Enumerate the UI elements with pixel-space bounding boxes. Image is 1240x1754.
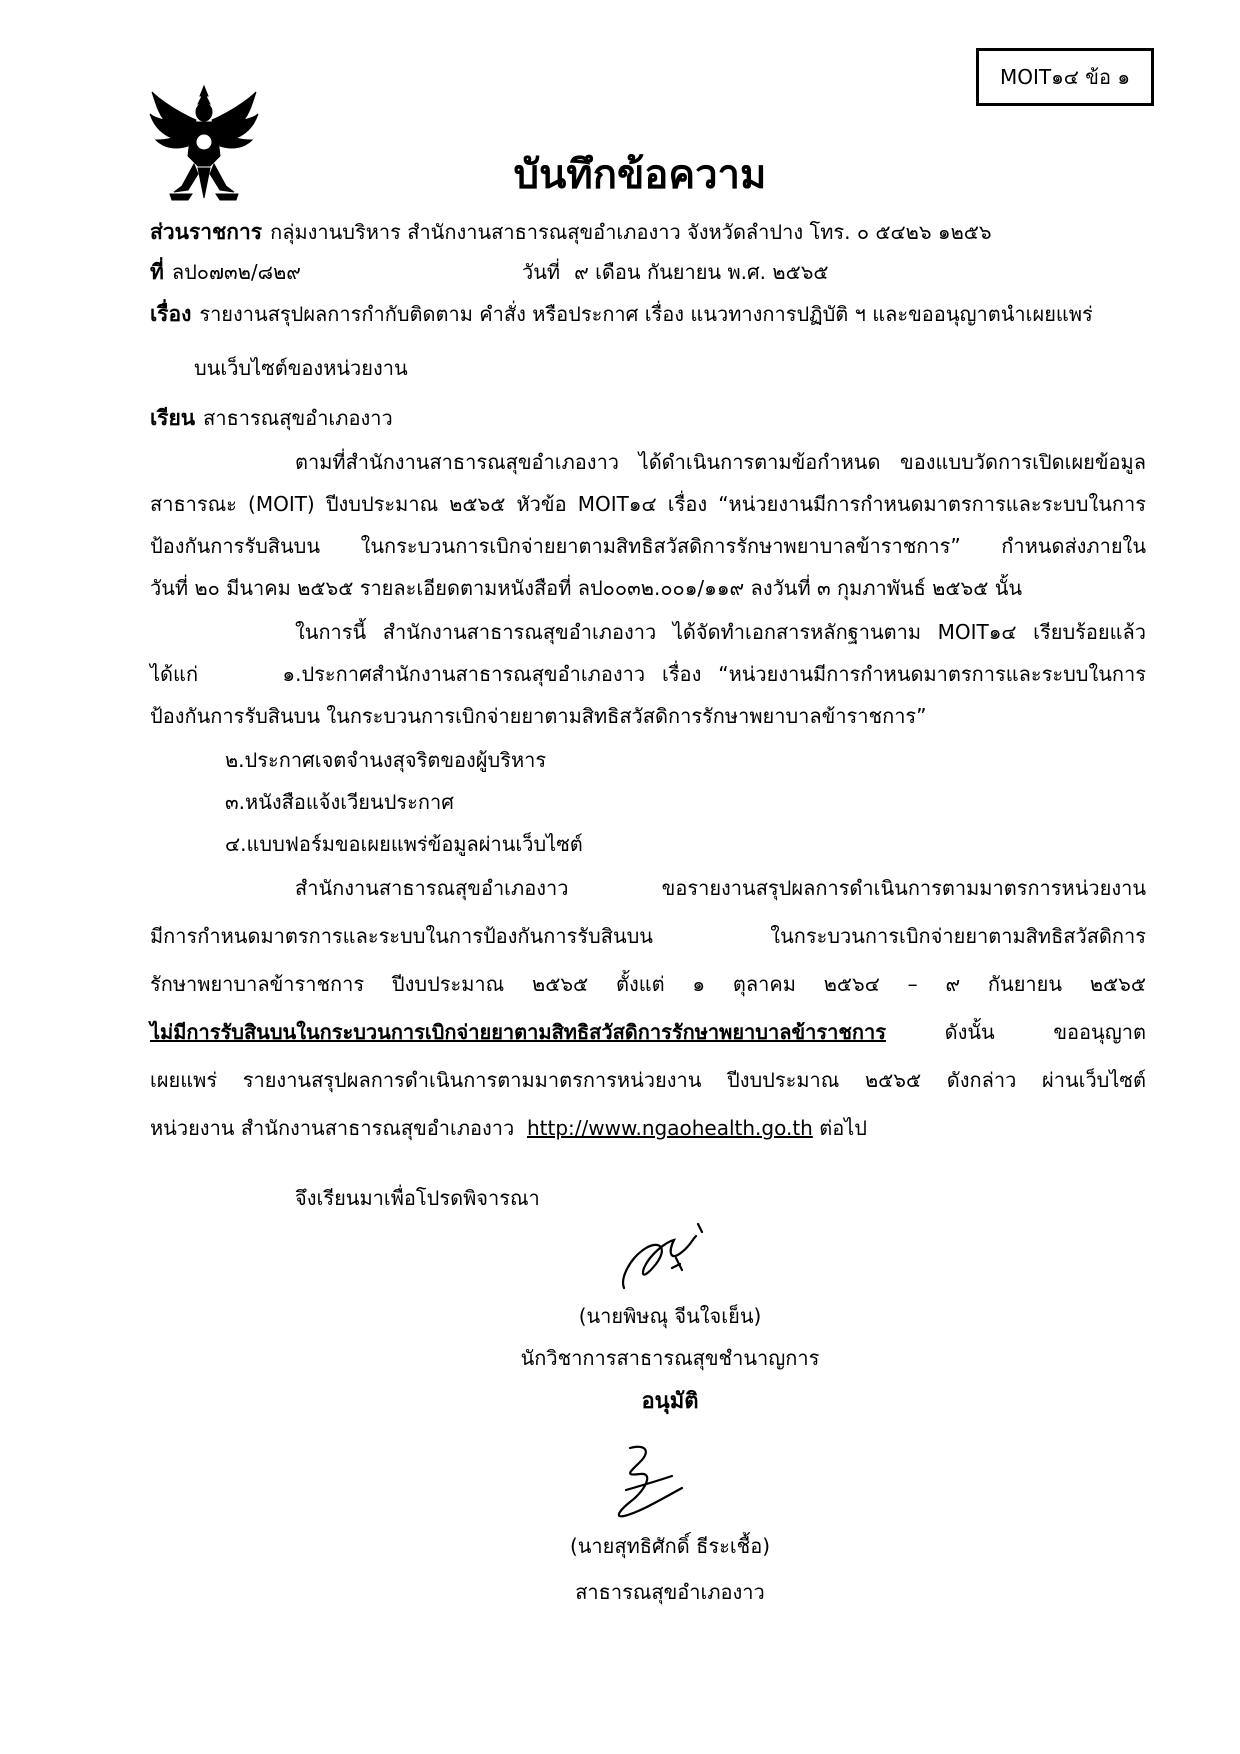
agency-label: ส่วนราชการ [150,220,263,244]
subject-row [150,300,1093,328]
paragraph2-line: ได้แก่ ๑.ประกาศสำนักงานสาธารณสุขอำเภองาว เรื่อง “หน่วยงานมีการกำหนดมาตรการและระบบในการ [150,662,1146,686]
reference-label: MOIT๑๔ ข้อ ๑ [999,65,1131,89]
paragraph3-line: เผยแพร่ รายงานสรุปผลการดำเนินการตามมาตรการหน่วยงาน ปีงบประมาณ ๒๕๖๕ ดังกล่าว ผ่านเว็บไซต์ [150,1068,1146,1092]
to-row [150,404,393,432]
subject-label: เรื่อง [150,302,192,326]
paragraph2-line: ในการนี้ สำนักงานสาธารณสุขอำเภองาว ได้จัดทำเอกสารหลักฐานตาม MOIT๑๔ เรียบร้อยแล้ว [295,620,1146,644]
reference-box [976,48,1154,106]
paragraph3-line: มีการกำหนดมาตรการและระบบในการป้องกันการรับสินบน ในกระบวนการเบิกจ่ายยาตามสิทธิสวัสดิการ [150,924,1146,948]
paragraph1-line: ป้องกันการรับสินบน ในกระบวนการเบิกจ่ายยาตามสิทธิสวัสดิการรักษาพยาบาลข้าราชการ” กำหนดส่งภายใน [150,534,1146,558]
paragraph1-line: วันที่ ๒๐ มีนาคม ๒๕๖๕ รายละเอียดตามหนังสือที่ ลป๐๐๓๒.๐๐๑/๑๑๙ ลงวันที่ ๓ กุมภาพันธ์ ๒๕๖๕ นั้น [150,576,1023,600]
reference-number-value: ลป๐๗๓๒/๘๒๙ [171,260,301,284]
paragraph1-line: ตามที่สำนักงานสาธารณสุขอำเภองาว ได้ดำเนินการตามข้อกำหนด ของแบบวัดการเปิดเผยข้อมูล [295,450,1146,474]
to-value: สาธารณสุขอำเภองาว [203,406,393,430]
reference-number-label: ที่ [150,260,164,284]
paragraph3-line6-post: ต่อไป [812,1116,867,1140]
no-bribery-statement: ไม่มีการรับสินบนในกระบวนการเบิกจ่ายยาตามสิทธิสวัสดิการรักษาพยาบาลข้าราชการ [150,1020,886,1044]
paragraph3-line: สำนักงานสาธารณสุขอำเภองาว ขอรายงานสรุปผลการดำเนินการตามมาตรการหน่วยงาน [295,876,1146,900]
subject-line-2: บนเว็บไซต์ของหน่วยงาน [194,356,408,380]
reference-row [150,258,301,286]
signature-2-image [600,1440,700,1530]
date-row [522,258,829,286]
closing-text: จึงเรียนมาเพื่อโปรดพิจารณา [295,1186,540,1210]
subject-line-1: รายงานสรุปผลการกำกับติดตาม คำสั่ง หรือประกาศ เรื่อง แนวทางการปฏิบัติ ฯ และขออนุญาตนำเผยแพร่ [199,302,1093,326]
to-label: เรียน [150,406,196,430]
list-item: ๓.หนังสือแจ้งเวียนประกาศ [225,790,454,814]
list-item: ๒.ประกาศเจตจำนงสุจริตของผู้บริหาร [225,748,547,772]
paragraph3-line: รักษาพยาบาลข้าราชการ ปีงบประมาณ ๒๕๖๕ ตั้งแต่ ๑ ตุลาคม ๒๕๖๔ – ๙ กันยายน ๒๕๖๕ [150,972,1146,996]
paragraph3-line4-rest: ดังนั้น ขออนุญาต [886,1020,1146,1044]
paragraph3-line-4 [150,1018,1146,1046]
memo-title: บันทึกข้อความ [513,152,767,198]
date-label: วันที่ [522,260,561,284]
paragraph3-line6-pre: หน่วยงาน สำนักงานสาธารณสุขอำเภองาว [150,1116,527,1140]
date-value: ๙ เดือน กันยายน พ.ศ. ๒๕๖๕ [574,260,829,284]
agency-row [150,218,992,246]
signer1-name: (นายพิษณุ จีนใจเย็น) [578,1304,762,1328]
paragraph3-line-6 [150,1114,1146,1142]
signer2-position: สาธารณสุขอำเภองาว [575,1580,765,1604]
paragraph2-line: ป้องกันการรับสินบน ในกระบวนการเบิกจ่ายยาตามสิทธิสวัสดิการรักษาพยาบาลข้าราชการ” [150,704,927,728]
list-item: ๔.แบบฟอร์มขอเผยแพร่ข้อมูลผ่านเว็บไซต์ [225,832,583,856]
agency-value: กลุ่มงานบริหาร สำนักงานสาธารณสุขอำเภองาว จังหวัดลำปาง โทร. ๐ ๕๔๒๖ ๑๒๕๖ [270,220,992,244]
signer2-name: (นายสุทธิศักดิ์ ธีระเชื้อ) [569,1534,771,1558]
signature-1-image [610,1218,730,1298]
paragraph1-line: สาธารณะ (MOIT) ปีงบประมาณ ๒๕๖๕ หัวข้อ MOIT๑๔ เรื่อง “หน่วยงานมีการกำหนดมาตรการและระบบในการ [150,492,1146,516]
signer1-position: นักวิชาการสาธารณสุขชำนาญการ [520,1346,820,1370]
approve-label: อนุมัติ [641,1389,699,1414]
website-link[interactable]: http://www.ngaohealth.go.th [526,1116,813,1140]
